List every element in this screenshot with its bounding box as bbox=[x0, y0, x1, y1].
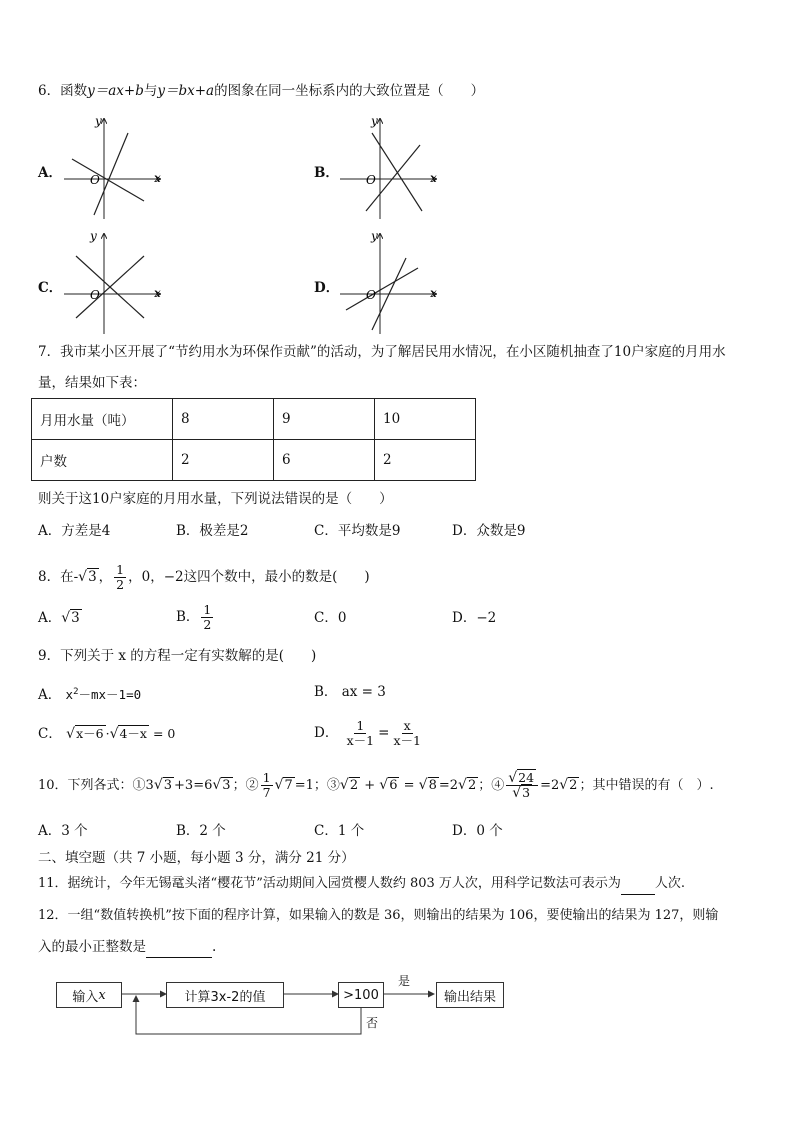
table-cell: 2 bbox=[375, 440, 476, 481]
q10-i3-root-1: 2 bbox=[349, 778, 359, 793]
q9-opt-c-label: C． bbox=[38, 726, 62, 742]
q7-option-c[interactable]: C．平均数是9 bbox=[314, 523, 401, 539]
q7-stem-line-1: 7．我市某小区开展了“节约用水为环保作贡献”的活动，为了解居民用水情况，在小区随机抽查了10户家庭的月用水 bbox=[38, 344, 726, 360]
q10-i2-den: 7 bbox=[262, 785, 271, 800]
q10-i1-root: 3 bbox=[163, 778, 173, 793]
q6-d-y-label: y bbox=[371, 230, 378, 243]
q10-i3-eq: = bbox=[399, 778, 419, 793]
q10-i4-num-root: 24 bbox=[518, 770, 535, 785]
q6-d-x-label: x bbox=[430, 286, 437, 300]
q6-graph-b bbox=[336, 115, 442, 221]
q9-opt-d-frac-1 bbox=[345, 719, 377, 748]
q6-graph-c bbox=[60, 230, 166, 336]
q10-i3-root-2: 6 bbox=[389, 778, 398, 793]
q11-stem-pre: 11．据统计，今年无锡鼋头渚“樱花节”活动期间入园赏樱人数约 803 万人次，用科学记数法可表示为 bbox=[38, 876, 621, 891]
table-row bbox=[32, 440, 476, 481]
q6-func-1: y＝ax+b bbox=[87, 83, 144, 99]
q9-opt-d-label: D． bbox=[314, 725, 339, 741]
q8-stem: 8．在-√3 ， $\frac{1}{2}$ ，0，−2这四个数中，最小的数是( ) bbox=[38, 562, 370, 592]
q9-opt-d-den-2: x－1 bbox=[393, 733, 421, 748]
q6-func-2: y＝bx+a bbox=[157, 83, 215, 99]
q9-stem: 9．下列关于 x 的方程一定有实数解的是( ) bbox=[38, 648, 317, 664]
q9-opt-d-den-1: x－1 bbox=[346, 733, 375, 748]
q8-stem-post: ，0，−2这四个数中，最小的数是( ) bbox=[128, 569, 370, 585]
q10-i4-root: 2 bbox=[569, 778, 578, 793]
table-cell: 8 bbox=[173, 399, 274, 440]
q11-stem-post: 人次. bbox=[654, 876, 686, 891]
flow-output-box: 输出结果 bbox=[436, 982, 504, 1008]
q10-i4-den: √3 bbox=[512, 785, 531, 801]
q9-option-c[interactable] bbox=[38, 724, 175, 744]
q6-b-origin: O bbox=[366, 173, 376, 187]
q7-stem-line-2: 量，结果如下表： bbox=[38, 375, 146, 391]
q10-stem-pre: 10．下列各式：①3 bbox=[38, 778, 154, 793]
q10-i4-eq: =2 bbox=[540, 778, 560, 793]
q8-opt-b-frac bbox=[201, 603, 213, 632]
q9-opt-a-pre: x bbox=[65, 687, 74, 703]
q10-i2-num: 1 bbox=[262, 770, 271, 785]
q8-frac-half bbox=[114, 563, 126, 592]
flow-yes-label: 是 bbox=[398, 974, 411, 988]
q6-option-b-label[interactable]: B． bbox=[314, 165, 339, 181]
q10-i2-post: =1；③ bbox=[294, 778, 340, 793]
flow-input-label: 输入 bbox=[72, 989, 99, 1005]
q8-option-d[interactable]: D．−2 bbox=[452, 610, 497, 626]
q6-graph-d bbox=[336, 230, 442, 336]
q12-answer-blank[interactable] bbox=[146, 937, 212, 958]
table-cell: 月用水量（吨） bbox=[32, 399, 173, 440]
q10-i3-root-3: 8 bbox=[428, 778, 437, 793]
q9-opt-c-post: = 0 bbox=[149, 726, 176, 741]
q8-sqrt-3: 3 bbox=[88, 569, 97, 585]
q6-a-y-label: y bbox=[95, 115, 102, 128]
q10-sep-1: ；② bbox=[232, 778, 259, 793]
q10-option-a[interactable]: A．3 个 bbox=[38, 823, 88, 839]
q7-option-a[interactable]: A．方差是4 bbox=[38, 523, 111, 539]
q9-option-d[interactable] bbox=[314, 714, 425, 752]
q10-sep-2: ；④ bbox=[478, 778, 505, 793]
q6-c-origin: O bbox=[90, 288, 100, 302]
q6-option-c-label[interactable]: C． bbox=[38, 280, 63, 296]
q6-a-x-label: x bbox=[154, 171, 161, 185]
table-cell: 6 bbox=[274, 440, 375, 481]
q10-i4-num: √24 bbox=[506, 771, 538, 786]
q9-opt-c-equation: √x－6 ·√4－x = 0 bbox=[66, 726, 176, 742]
q8-opt-b-num: 1 bbox=[203, 602, 212, 617]
flow-no-label: 否 bbox=[366, 1016, 379, 1030]
q7-question: 则关于这10户家庭的月用水量，下列说法错误的是（ ） bbox=[38, 491, 393, 507]
q12-stem-line-2-post: . bbox=[212, 939, 217, 955]
q6-graph-a bbox=[60, 115, 166, 221]
q9-opt-c-dot: · bbox=[105, 726, 110, 741]
q6-d-line-1 bbox=[346, 268, 418, 310]
q9-opt-d-num-1: 1 bbox=[356, 718, 365, 733]
table-cell: 2 bbox=[173, 440, 274, 481]
flow-input-box bbox=[56, 982, 122, 1008]
q12-stem-line-2 bbox=[38, 937, 216, 958]
q10-i2-root: 7 bbox=[284, 778, 293, 793]
q10-option-d[interactable]: D．0 个 bbox=[452, 823, 503, 839]
q8-option-b[interactable] bbox=[176, 600, 215, 634]
q6-option-a-label[interactable]: A． bbox=[38, 165, 62, 181]
q10-i1-root-2: 3 bbox=[222, 778, 231, 793]
q6-b-x-label: x bbox=[430, 171, 437, 185]
table-cell: 户数 bbox=[32, 440, 173, 481]
q6-stem-post: 的图象在同一坐标系内的大致位置是（ ） bbox=[214, 83, 485, 99]
q8-opt-a-label: A． bbox=[38, 610, 62, 626]
q7-option-d[interactable]: D．众数是9 bbox=[452, 523, 526, 539]
q9-opt-a-exp: 2 bbox=[73, 687, 79, 697]
q6-c-y-label: y bbox=[90, 230, 97, 243]
q10-i3-root-4: 2 bbox=[467, 778, 477, 793]
q9-opt-c-root-2: 4－x bbox=[119, 726, 147, 741]
q10-option-c[interactable]: C．1 个 bbox=[314, 823, 365, 839]
q12-stem-line-1: 12．一组“数值转换机”按下面的程序计算，如果输入的数是 36，则输出的结果为 106，要使输出的结果为 127，则输 bbox=[38, 908, 719, 923]
q9-opt-c-root-1: x－6 bbox=[76, 726, 104, 741]
q6-option-d-label[interactable]: D． bbox=[314, 280, 340, 296]
q6-b-y-label: y bbox=[371, 115, 378, 128]
q6-stem-mid: 与 bbox=[143, 83, 158, 99]
q11-stem bbox=[38, 874, 685, 895]
table-cell: 9 bbox=[274, 399, 375, 440]
q9-opt-d-num-2: x bbox=[403, 718, 411, 733]
flow-input-var: x bbox=[98, 987, 106, 1003]
q10-i3-plus: + bbox=[360, 778, 380, 793]
table-row bbox=[32, 399, 476, 440]
q10-i4-frac bbox=[506, 771, 538, 800]
q9-opt-a-equation bbox=[66, 687, 142, 702]
q8-option-c[interactable]: C．0 bbox=[314, 610, 347, 626]
q8-opt-a-value: 3 bbox=[71, 610, 80, 626]
q8-opt-b-den: 2 bbox=[203, 617, 212, 632]
table-cell: 10 bbox=[375, 399, 476, 440]
q8-frac-den: 2 bbox=[116, 577, 125, 592]
q10-i3-eq-2: =2 bbox=[438, 778, 459, 793]
q9-opt-a-label: A． bbox=[38, 687, 62, 704]
q7-option-b[interactable]: B．极差是2 bbox=[176, 523, 249, 539]
q10-stem: 10．下列各式：①3√3 +3=6√3 ；② $\frac{1}{7}$ √7 =1；③√2 + √6 = √8 =2√2 ；④ $\frac{√24}{√3}$ =2√2 ；其中错误的有（ ）. bbox=[38, 770, 714, 801]
q9-opt-a-post: －mx－1=0 bbox=[78, 687, 142, 703]
q8-opt-b-label: B． bbox=[176, 609, 200, 625]
flow-compare-box: >100 bbox=[338, 982, 384, 1008]
q8-stem-pre: 8．在- bbox=[38, 569, 79, 585]
q8-comma: ， bbox=[98, 569, 113, 585]
q6-d-origin: O bbox=[366, 288, 376, 302]
q10-option-b[interactable]: B．2 个 bbox=[176, 823, 226, 839]
q12-stem-line-2-pre: 入的最小正整数是 bbox=[38, 939, 146, 955]
q7-table bbox=[31, 398, 476, 481]
q6-stem bbox=[38, 81, 484, 101]
q6-a-origin: O bbox=[90, 173, 100, 187]
q6-stem-pre: 6．函数 bbox=[38, 83, 88, 99]
q11-answer-blank[interactable] bbox=[621, 874, 655, 895]
q10-stem-post: ；其中错误的有（ ）. bbox=[579, 778, 714, 793]
section-2-heading: 二、填空题（共 7 小题，每小题 3 分，满分 21 分） bbox=[38, 850, 355, 866]
q8-frac-num: 1 bbox=[116, 562, 125, 577]
q6-c-x-label: x bbox=[154, 286, 161, 300]
q8-option-a[interactable]: A．√3 bbox=[38, 610, 80, 626]
q10-i2-frac bbox=[261, 771, 273, 800]
q9-option-b[interactable]: B． ax = 3 bbox=[314, 684, 386, 700]
q10-i4-den-root: 3 bbox=[522, 785, 531, 800]
q9-opt-d-eq: = bbox=[378, 725, 390, 741]
q9-opt-d-frac-2 bbox=[391, 719, 423, 748]
q10-i1-mid: +3=6 bbox=[174, 778, 213, 793]
q9-option-a[interactable] bbox=[38, 682, 141, 705]
flow-compute-box: 计算3x-2的值 bbox=[166, 982, 284, 1008]
